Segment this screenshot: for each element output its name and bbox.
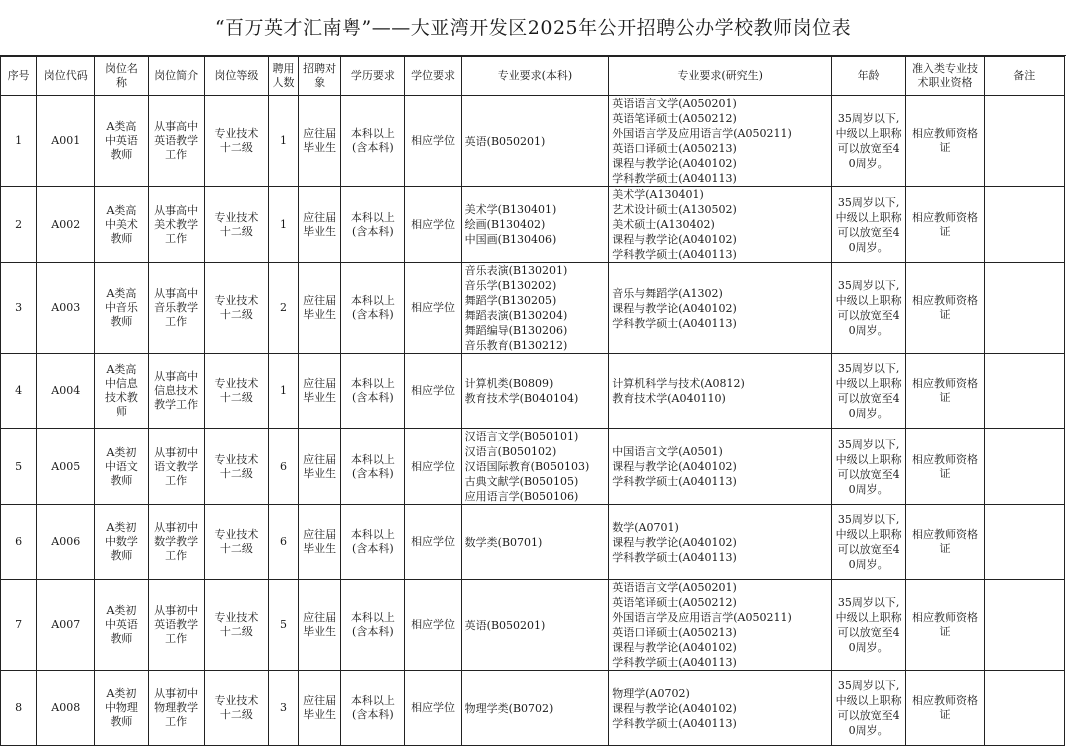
major-line: 汉语言文学(B050101) xyxy=(464,430,579,443)
major-line: 绘画(B130402) xyxy=(464,218,546,231)
major-line: 美术学(B130401) xyxy=(464,203,557,216)
header-cell: 岗位等级 xyxy=(204,57,268,96)
cell-target: 应往届毕业生 xyxy=(299,505,341,580)
cell-education: 本科以上(含本科) xyxy=(341,505,405,580)
page-title: “百万英才汇南粤”——大亚湾开发区2025年公开招聘公办学校教师岗位表 xyxy=(0,0,1066,56)
header-cell: 招聘对象 xyxy=(299,57,341,96)
header-cell: 岗位名称 xyxy=(95,57,148,96)
cell-no: 3 xyxy=(1,263,37,354)
cell-note xyxy=(984,187,1064,263)
cell-age: 35周岁以下,中级以上职称可以放宽至40周岁。 xyxy=(832,263,906,354)
cell-code: A004 xyxy=(37,354,95,429)
cell-major-postgrad xyxy=(609,96,832,187)
cell-education: 本科以上(含本科) xyxy=(341,187,405,263)
cell-intro: 从事初中数学教学工作 xyxy=(148,505,204,580)
cell-note xyxy=(984,505,1064,580)
major-line: 英语笔译硕士(A050212) xyxy=(612,596,737,609)
cell-intro: 从事高中英语教学工作 xyxy=(148,96,204,187)
cell-no: 6 xyxy=(1,505,37,580)
major-line: 课程与教学论(A040102) xyxy=(612,641,737,654)
major-line: 中国语言文学(A0501) xyxy=(612,445,723,458)
major-line: 课程与教学论(A040102) xyxy=(612,701,737,715)
header-cell: 学历要求 xyxy=(341,57,405,96)
major-line: 学科教学硕士(A040113) xyxy=(612,316,737,330)
major-line: 学科教学硕士(A040113) xyxy=(612,172,737,185)
cell-qualification: 相应教师资格证 xyxy=(906,263,984,354)
header-cell: 岗位代码 xyxy=(37,57,95,96)
major-line: 英语口译硕士(A050213) xyxy=(612,626,737,639)
cell-age: 35周岁以下,中级以上职称可以放宽至40周岁。 xyxy=(832,354,906,429)
major-line: 课程与教学论(A040102) xyxy=(612,301,737,315)
major-line: 英语笔译硕士(A050212) xyxy=(612,112,737,125)
major-line: 物理学类(B0702) xyxy=(464,701,554,715)
major-line: 学科教学硕士(A040113) xyxy=(612,475,737,488)
major-line: 课程与教学论(A040102) xyxy=(612,157,737,170)
cell-major-undergrad xyxy=(461,671,609,746)
cell-qualification: 相应教师资格证 xyxy=(906,580,984,671)
cell-education: 本科以上(含本科) xyxy=(341,263,405,354)
major-line: 艺术设计硕士(A130502) xyxy=(612,203,737,216)
cell-name: A类高中音乐教师 xyxy=(95,263,148,354)
cell-name: A类初中物理教师 xyxy=(95,671,148,746)
cell-code: A003 xyxy=(37,263,95,354)
table-row xyxy=(1,354,1065,429)
cell-major-undergrad xyxy=(461,429,609,505)
major-line: 物理学(A0702) xyxy=(612,686,690,700)
header-row xyxy=(1,57,1065,96)
cell-level: 专业技术十二级 xyxy=(204,429,268,505)
cell-level: 专业技术十二级 xyxy=(204,354,268,429)
major-line: 英语口译硕士(A050213) xyxy=(612,142,737,155)
cell-no: 2 xyxy=(1,187,37,263)
cell-name: A类初中英语教师 xyxy=(95,580,148,671)
header-cell: 岗位简介 xyxy=(148,57,204,96)
cell-note xyxy=(984,671,1064,746)
cell-degree: 相应学位 xyxy=(405,96,461,187)
cell-qualification: 相应教师资格证 xyxy=(906,96,984,187)
cell-qualification: 相应教师资格证 xyxy=(906,671,984,746)
cell-major-postgrad xyxy=(609,187,832,263)
table-body xyxy=(1,96,1065,746)
cell-degree: 相应学位 xyxy=(405,263,461,354)
major-line: 课程与教学论(A040102) xyxy=(612,535,737,549)
major-line: 学科教学硕士(A040113) xyxy=(612,716,737,730)
cell-major-postgrad xyxy=(609,354,832,429)
cell-major-undergrad xyxy=(461,263,609,354)
cell-major-postgrad xyxy=(609,263,832,354)
cell-age: 35周岁以下,中级以上职称可以放宽至40周岁。 xyxy=(832,96,906,187)
cell-level: 专业技术十二级 xyxy=(204,263,268,354)
table-row xyxy=(1,505,1065,580)
cell-major-undergrad xyxy=(461,505,609,580)
cell-major-postgrad xyxy=(609,671,832,746)
cell-age: 35周岁以下,中级以上职称可以放宽至40周岁。 xyxy=(832,429,906,505)
cell-education: 本科以上(含本科) xyxy=(341,96,405,187)
major-line: 汉语国际教育(B050103) xyxy=(464,460,590,473)
major-line: 古典文献学(B050105) xyxy=(464,475,579,488)
cell-note xyxy=(984,263,1064,354)
major-line: 教育技术学(B040104) xyxy=(464,392,579,405)
table-row xyxy=(1,580,1065,671)
cell-degree: 相应学位 xyxy=(405,429,461,505)
cell-target: 应往届毕业生 xyxy=(299,187,341,263)
header-cell: 年龄 xyxy=(832,57,906,96)
cell-count: 6 xyxy=(268,505,298,580)
cell-name: A类初中数学教师 xyxy=(95,505,148,580)
cell-no: 7 xyxy=(1,580,37,671)
cell-age: 35周岁以下,中级以上职称可以放宽至40周岁。 xyxy=(832,187,906,263)
header-cell: 备注 xyxy=(984,57,1064,96)
major-line: 数学(A0701) xyxy=(612,520,679,534)
cell-intro: 从事初中物理教学工作 xyxy=(148,671,204,746)
cell-count: 1 xyxy=(268,187,298,263)
cell-degree: 相应学位 xyxy=(405,580,461,671)
cell-level: 专业技术十二级 xyxy=(204,505,268,580)
cell-qualification: 相应教师资格证 xyxy=(906,187,984,263)
header-cell: 专业要求(研究生) xyxy=(609,57,832,96)
cell-target: 应往届毕业生 xyxy=(299,354,341,429)
cell-no: 5 xyxy=(1,429,37,505)
cell-no: 1 xyxy=(1,96,37,187)
cell-note xyxy=(984,354,1064,429)
major-line: 学科教学硕士(A040113) xyxy=(612,248,737,261)
major-line: 英语语言文学(A050201) xyxy=(612,97,737,110)
positions-table xyxy=(0,56,1065,746)
cell-education: 本科以上(含本科) xyxy=(341,671,405,746)
table-row xyxy=(1,429,1065,505)
major-line: 课程与教学论(A040102) xyxy=(612,460,737,473)
major-line: 英语语言文学(A050201) xyxy=(612,581,737,594)
cell-level: 专业技术十二级 xyxy=(204,671,268,746)
cell-qualification: 相应教师资格证 xyxy=(906,429,984,505)
major-line: 外国语言学及应用语言学(A050211) xyxy=(612,611,792,624)
cell-name: A类初中语文教师 xyxy=(95,429,148,505)
major-line: 数学类(B0701) xyxy=(464,535,543,549)
cell-degree: 相应学位 xyxy=(405,671,461,746)
major-line: 课程与教学论(A040102) xyxy=(612,233,737,246)
cell-count: 2 xyxy=(268,263,298,354)
header-cell: 学位要求 xyxy=(405,57,461,96)
cell-major-postgrad xyxy=(609,580,832,671)
cell-level: 专业技术十二级 xyxy=(204,96,268,187)
cell-level: 专业技术十二级 xyxy=(204,580,268,671)
cell-degree: 相应学位 xyxy=(405,505,461,580)
major-line: 英语(B050201) xyxy=(464,134,546,148)
cell-count: 1 xyxy=(268,354,298,429)
cell-note xyxy=(984,96,1064,187)
cell-degree: 相应学位 xyxy=(405,354,461,429)
major-line: 学科教学硕士(A040113) xyxy=(612,656,737,669)
major-line: 学科教学硕士(A040113) xyxy=(612,550,737,564)
major-line: 美术学(A130401) xyxy=(612,188,704,201)
cell-name: A类高中信息技术教师 xyxy=(95,354,148,429)
cell-code: A008 xyxy=(37,671,95,746)
cell-major-undergrad xyxy=(461,580,609,671)
major-line: 舞蹈编导(B130206) xyxy=(464,324,568,337)
cell-target: 应往届毕业生 xyxy=(299,429,341,505)
major-line: 英语(B050201) xyxy=(464,618,546,632)
major-line: 教育技术学(A040110) xyxy=(612,392,726,405)
cell-intro: 从事初中语文教学工作 xyxy=(148,429,204,505)
cell-count: 6 xyxy=(268,429,298,505)
cell-age: 35周岁以下,中级以上职称可以放宽至40周岁。 xyxy=(832,580,906,671)
cell-target: 应往届毕业生 xyxy=(299,263,341,354)
header-cell: 准入类专业技术职业资格 xyxy=(906,57,984,96)
cell-education: 本科以上(含本科) xyxy=(341,429,405,505)
cell-no: 8 xyxy=(1,671,37,746)
cell-intro: 从事高中信息技术教学工作 xyxy=(148,354,204,429)
table-row xyxy=(1,671,1065,746)
cell-code: A006 xyxy=(37,505,95,580)
major-line: 音乐表演(B130201) xyxy=(464,264,568,277)
major-line: 计算机科学与技术(A0812) xyxy=(612,377,745,390)
header-cell: 专业要求(本科) xyxy=(461,57,609,96)
cell-no: 4 xyxy=(1,354,37,429)
cell-target: 应往届毕业生 xyxy=(299,96,341,187)
cell-target: 应往届毕业生 xyxy=(299,671,341,746)
cell-degree: 相应学位 xyxy=(405,187,461,263)
cell-count: 1 xyxy=(268,96,298,187)
major-line: 美术硕士(A130402) xyxy=(612,218,715,231)
cell-count: 3 xyxy=(268,671,298,746)
major-line: 舞蹈表演(B130204) xyxy=(464,309,568,322)
cell-target: 应往届毕业生 xyxy=(299,580,341,671)
cell-code: A002 xyxy=(37,187,95,263)
major-line: 应用语言学(B050106) xyxy=(464,490,579,503)
cell-major-undergrad xyxy=(461,187,609,263)
cell-age: 35周岁以下,中级以上职称可以放宽至40周岁。 xyxy=(832,671,906,746)
cell-major-postgrad xyxy=(609,505,832,580)
cell-age: 35周岁以下,中级以上职称可以放宽至40周岁。 xyxy=(832,505,906,580)
cell-count: 5 xyxy=(268,580,298,671)
cell-note xyxy=(984,580,1064,671)
major-line: 中国画(B130406) xyxy=(464,233,557,246)
major-line: 音乐与舞蹈学(A1302) xyxy=(612,286,723,300)
table-row xyxy=(1,263,1065,354)
table-row xyxy=(1,96,1065,187)
cell-note xyxy=(984,429,1064,505)
major-line: 汉语言(B050102) xyxy=(464,445,557,458)
header-cell: 序号 xyxy=(1,57,37,96)
cell-intro: 从事初中英语教学工作 xyxy=(148,580,204,671)
cell-name: A类高中英语教师 xyxy=(95,96,148,187)
cell-intro: 从事高中美术教学工作 xyxy=(148,187,204,263)
cell-qualification: 相应教师资格证 xyxy=(906,505,984,580)
major-line: 外国语言学及应用语言学(A050211) xyxy=(612,127,792,140)
cell-major-undergrad xyxy=(461,354,609,429)
header-cell: 聘用人数 xyxy=(268,57,298,96)
cell-code: A001 xyxy=(37,96,95,187)
cell-major-undergrad xyxy=(461,96,609,187)
major-line: 音乐学(B130202) xyxy=(464,279,557,292)
cell-level: 专业技术十二级 xyxy=(204,187,268,263)
cell-major-postgrad xyxy=(609,429,832,505)
cell-education: 本科以上(含本科) xyxy=(341,354,405,429)
cell-code: A005 xyxy=(37,429,95,505)
cell-education: 本科以上(含本科) xyxy=(341,580,405,671)
cell-name: A类高中美术教师 xyxy=(95,187,148,263)
cell-code: A007 xyxy=(37,580,95,671)
cell-qualification: 相应教师资格证 xyxy=(906,354,984,429)
major-line: 音乐教育(B130212) xyxy=(464,339,568,352)
major-line: 舞蹈学(B130205) xyxy=(464,294,557,307)
major-line: 计算机类(B0809) xyxy=(464,377,554,390)
cell-intro: 从事高中音乐教学工作 xyxy=(148,263,204,354)
table-row xyxy=(1,187,1065,263)
